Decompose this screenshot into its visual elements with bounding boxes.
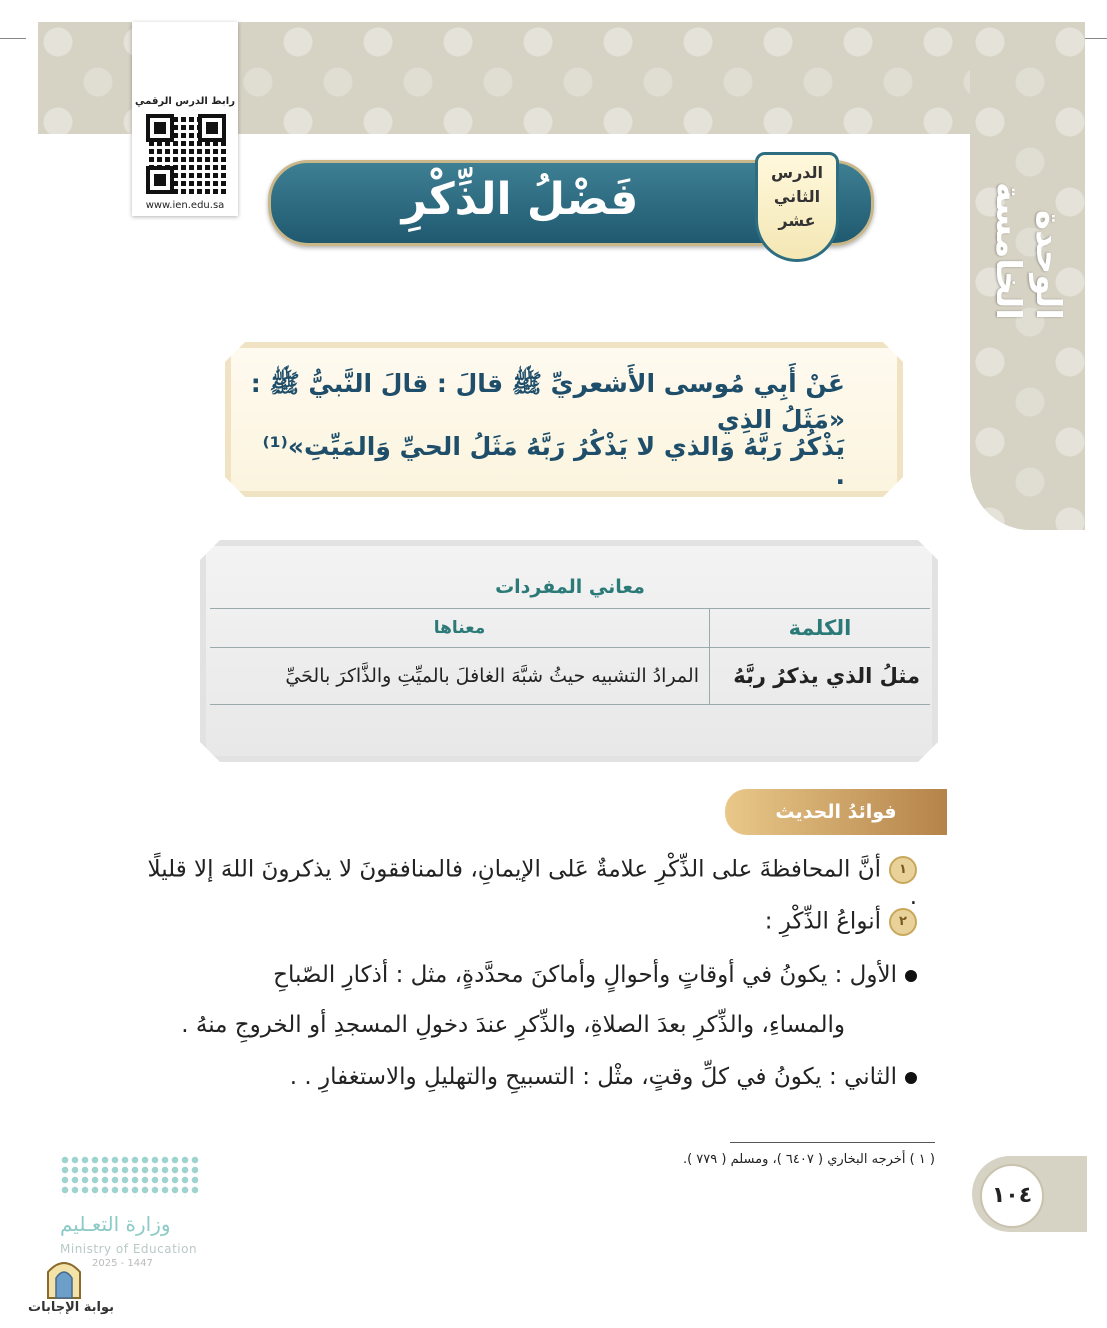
- lesson-badge-line: الدرس: [770, 163, 824, 182]
- crop-mark: [0, 38, 26, 39]
- number-badge: ٢: [889, 908, 917, 936]
- vocab-table: [210, 608, 930, 705]
- number-badge: ١: [889, 856, 917, 884]
- qr-url[interactable]: www.ien.edu.sa: [145, 200, 225, 211]
- ministry-logo-icon: [60, 1155, 200, 1197]
- benefit-text: الأول : يكونُ في أوقاتٍ وأحوالٍ وأماكنَ محدَّدةٍ، مثل : أذكارِ الصّباحِ: [273, 962, 897, 988]
- lesson-badge-line: الثاني: [773, 187, 821, 206]
- vocab-title: معاني المفردات: [495, 576, 645, 598]
- vocab-header-word: الكلمة: [710, 609, 931, 648]
- page-number: ١٠٤: [980, 1164, 1044, 1228]
- vocab-word: مثلُ الذي يذكرُ ربَّهُ: [710, 648, 931, 705]
- hadith-line: يَذْكُرُ رَبَّهُ وَالذي لا يَذْكُرُ رَبَّهُ مَثَلُ الحيِّ وَالمَيِّتِ»⁽¹⁾ .: [262, 432, 845, 490]
- lesson-badge: [755, 152, 839, 262]
- ministry-name-english: Ministry of Education: [60, 1242, 198, 1256]
- ministry-year: 2025 - 1447: [92, 1258, 153, 1269]
- list-item: [137, 856, 917, 910]
- benefit-text: الثاني : يكونُ في كلِّ وقتٍ، مثْل : التسبيحِ والتهليلِ والاستغفارِ . .: [289, 1064, 897, 1090]
- benefits-header: فوائدُ الحديث: [725, 789, 947, 835]
- table-row: [210, 648, 930, 705]
- qr-card[interactable]: [132, 22, 238, 216]
- portal-name: بوابة الإجابات: [28, 1300, 114, 1315]
- lesson-badge-line: عشر: [778, 211, 816, 230]
- bullet-icon: [905, 1072, 917, 1084]
- list-item: [137, 962, 917, 988]
- portal-logo-icon: [42, 1254, 86, 1300]
- ministry-name-arabic: وزارة التعـليم: [60, 1212, 171, 1236]
- footnote: ( ١ ) أخرجه البخاري ( ٦٤٠٧ )، ومسلم ( ٧٧٩ ).: [682, 1152, 935, 1167]
- benefit-text: أنواعُ الذِّكْرِ :: [764, 908, 881, 935]
- benefit-text: أنَّ المحافظةَ على الذِّكْرِ علامةٌ عَلى الإيمانِ، فالمنافقونَ لا يذكرونَ اللهَ إلا قليلًا .: [147, 856, 917, 910]
- qr-caption: رابط الدرس الرقمي: [135, 96, 235, 107]
- hadith-line: عَنْ أَبِي مُوسى الأَشعريِّ ﷺ قالَ : قالَ النَّبيُّ ﷺ : «مَثَلُ الذِي: [250, 369, 845, 434]
- list-item: [137, 908, 917, 936]
- list-item: [137, 1064, 917, 1090]
- footnote-rule: [730, 1142, 935, 1143]
- vocab-header-meaning: معناها: [210, 609, 710, 648]
- bullet-icon: [905, 970, 917, 982]
- unit-label: الوحدة الخامسة: [988, 182, 1068, 320]
- list-item-continuation: والمساءِ، والذِّكرِ بعدَ الصلاةِ، والذِّكرِ عندَ دخولِ المسجدِ أو الخروجِ منهُ .: [181, 1012, 845, 1038]
- qr-code-icon[interactable]: [146, 114, 226, 194]
- lesson-title: فَضْلُ الذِّكْرِ: [401, 174, 639, 225]
- vocab-meaning: المرادُ التشبيه حيثُ شبَّهَ الغافلَ بالميِّتِ والذَّاكرَ بالحَيِّ: [210, 648, 710, 705]
